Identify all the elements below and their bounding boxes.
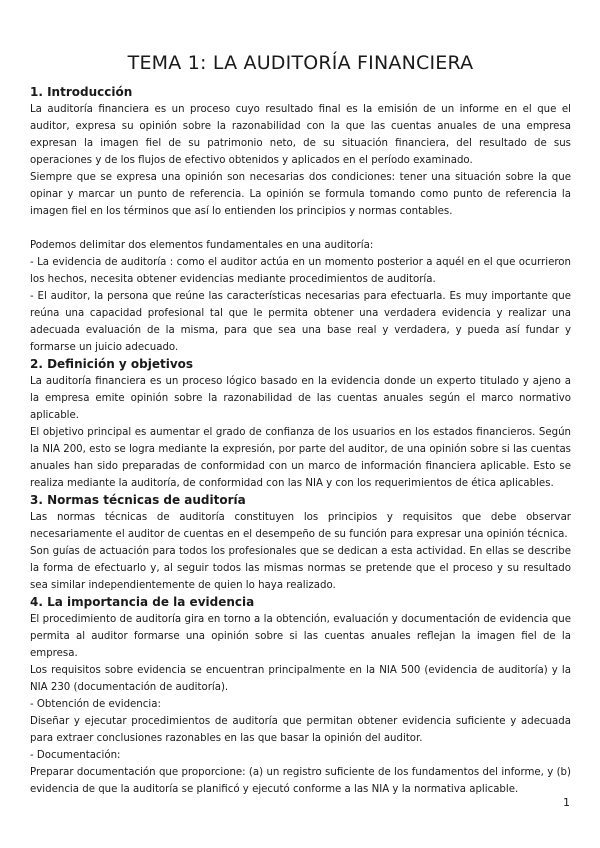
paragraph: El procedimiento de auditoría gira en torno a la obtención, evaluación y documentación de evidencia que permita al auditor formarse una opinión sobre si las cuentas anuales reflejan la imagen fiel de la empresa.	[30, 614, 571, 659]
paragraph: - La evidencia de auditoría : como el auditor actúa en un momento posterior a aquél en el que ocurrieron los hechos, necesita obtener evidencias mediante procedimientos de auditoría.	[30, 257, 571, 285]
paragraph: Podemos delimitar dos elementos fundamentales en una auditoría:	[30, 240, 374, 251]
section-heading: 4. La importancia de la evidencia	[30, 595, 255, 609]
section-definicion-objetivos	[30, 356, 571, 492]
paragraph: La auditoría financiera es un proceso lógico basado en la evidencia donde un experto titulado y ajeno a la empresa emite opinión sobre la razonabilidad de las cuentas anuales según el marco normativo aplicable.	[30, 376, 571, 421]
paragraph: Son guías de actuación para todos los profesionales que se dedican a esta actividad. En ellas se describe la forma de efectuarlo y, al seguir todos las mismas normas se pretende que el proceso y su resultado sea similar independientemente de quien lo haya realizado.	[30, 546, 571, 591]
paragraph: Los requisitos sobre evidencia se encuentran principalmente en la NIA 500 (evidencia de auditoría) y la NIA 230 (documentación de auditoría).	[30, 665, 571, 693]
document-title: TEMA 1: LA AUDITORÍA FINANCIERA	[127, 52, 474, 74]
section-normas-tecnicas	[30, 492, 571, 594]
paragraph: Diseñar y ejecutar procedimientos de auditoría que permitan obtener evidencia suficiente y adecuada para extraer conclusiones razonables en las que basar la opinión del auditor.	[30, 716, 571, 744]
section-heading: 2. Definición y objetivos	[30, 357, 194, 371]
paragraph: La auditoría financiera es un proceso cuyo resultado final es la emisión de un informe en el que el auditor, expresa su opinión sobre la razonabilidad con la que las cuentas anuales de una empresa expresan la imagen fiel de su patrimonio neto, de su situación financiera, del resultado de sus operaciones y de los flujos de efectivo obtenidos y aplicados en el período examinado.	[30, 104, 571, 166]
page-number: 1	[563, 796, 570, 809]
section-heading: 3. Normas técnicas de auditoría	[30, 493, 246, 507]
paragraph: Las normas técnicas de auditoría constituyen los principios y requisitos que debe observar necesariamente el auditor de cuentas en el desempeño de su función para expresar una opinión técnica.	[30, 512, 571, 540]
paragraph: - El auditor, la persona que reúne las características necesarias para efectuarla. Es muy importante que reúna una capacidad profesional tal que le permita obtener una verdadera evidencia y realizar una adecuada evaluación de la misma, para que sea una base real y verdadera, y pueda así fundar y formarse un juicio adecuado.	[30, 291, 571, 353]
section-importancia-evidencia	[30, 594, 571, 798]
paragraph: El objetivo principal es aumentar el grado de confianza de los usuarios en los estados financieros. Según la NIA 200, esto se logra mediante la expresión, por parte del auditor, de una opinión sobre si las cuentas anuales han sido preparadas de conformidad con un marco de información financiera aplicable. Esto se realiza mediante la auditoría, de conformidad con las NIA y con los requerimientos de ética aplicables.	[30, 427, 571, 489]
paragraph: - Obtención de evidencia:	[30, 699, 161, 710]
document-page	[30, 50, 571, 798]
section-introduccion	[30, 84, 571, 356]
section-heading: 1. Introducción	[30, 85, 133, 99]
paragraph: - Documentación:	[30, 750, 121, 761]
blank-line	[30, 220, 571, 237]
paragraph: Preparar documentación que proporcione: (a) un registro suficiente de los fundamentos del informe, y (b) evidencia de que la auditoría se planificó y ejecutó conforme a las NIA y la normativa aplicable.	[30, 767, 571, 795]
paragraph: Siempre que se expresa una opinión son necesarias dos condiciones: tener una situación sobre la que opinar y marcar un punto de referencia. La opinión se formula tomando como punto de referencia la imagen fiel en los términos que así lo entienden los principios y normas contables.	[30, 172, 571, 217]
